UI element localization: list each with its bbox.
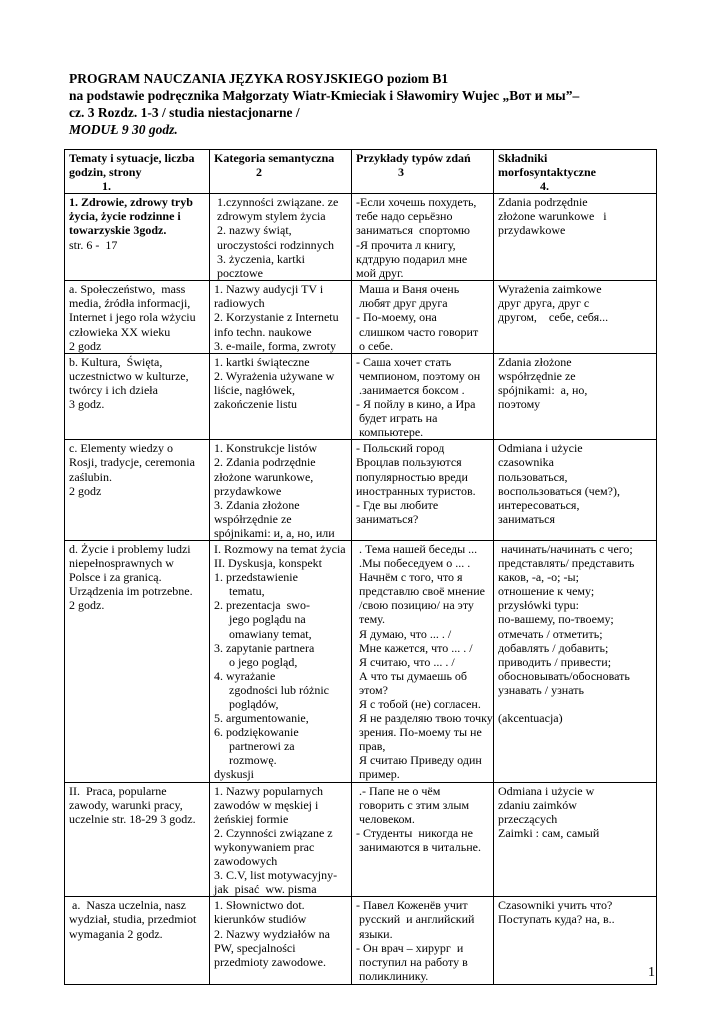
header-cell [210,150,352,194]
cell-line: Мне кажется, что ... . / [356,640,473,655]
cell-line: zakończenie listu [214,397,297,412]
cell-line: иностранных туристов. [356,483,476,498]
page-number: 1 [648,965,655,980]
table-row [65,194,657,281]
cell-line: занимаются в читальне. [356,839,481,854]
cell-line: omawiany temat, [214,626,312,641]
cell-line: Rosji, tradycje, ceremonia [69,455,195,470]
table-cell [352,194,494,281]
cell-line: uroczystości rodzinnych [214,237,334,252]
cell-line: 2. Korzystanie z Internetu [214,310,339,325]
table-cell [494,782,657,897]
cell-line: Начнём с того, что я [356,570,463,585]
cell-line: - Павел Коженёв учит [356,898,468,913]
cell-line: człowieka XX wieku [69,324,171,339]
cell-line: Przykłady typów zdań [356,151,471,165]
cell-line: zaślubin. [69,469,112,484]
cell-line: I. Rozmowy na temat życia [214,541,346,556]
cell-line: 4. [498,179,549,194]
cell-line: a. Nasza uczelnia, nasz [69,898,186,913]
heading-line-3: cz. 3 Rozdz. 1-3 / studia niestacjonarne / [69,105,300,120]
cell-line: towarzyskie 3godz. [69,223,167,238]
cell-line: -Я прочита л книгу, [356,237,456,252]
cell-line: заниматься [498,511,555,526]
cell-line: Czasowniki учить что? [498,898,613,913]
cell-line: 1. Zdrowie, zdrowy tryb [69,195,193,210]
table-row [65,540,657,782]
cell-line: - Где вы любите [356,497,439,512]
cell-line: популярностью вреди [356,469,468,484]
cell-line: прав, [356,739,386,754]
cell-line: Я с тобой (не) согласен. [356,697,481,711]
cell-line: кдтдрую подарил мне [356,251,468,266]
cell-line: 2. Zdania podrzędnie [214,455,316,470]
cell-line: Я считаю Приведу один [356,753,482,768]
cell-line: Вроцлав пользуются [356,455,462,470]
table-cell [352,782,494,897]
cell-line: воспользоваться (чем?), [498,483,620,498]
cell-line: поликлинику. [356,968,429,983]
cell-line: 1. Nazwy audycji TV i [214,282,324,297]
cell-line: - Саша хочет стать [356,354,452,369]
cell-line: языки. [356,926,393,941]
cell-line: żeńskiej formie [214,811,289,826]
cell-line: Поступать куда? на, в.. [498,912,615,927]
cell-line: 3. C.V, list motywacyjny- [214,868,338,883]
table-row [65,782,657,897]
cell-line: - Польский город [356,441,445,456]
cell-line: 3. życzenia, kartki [214,251,305,266]
cell-line: 2. Nazwy wydziałów na [214,926,330,941]
cell-line: отмечать / отметить; [498,626,603,641]
cell-line: 5. argumentowanie, [214,711,309,726]
cell-line: godzin, strony [69,165,142,180]
cell-line: представлю своё мнение [356,584,485,599]
table-cell [65,353,210,440]
cell-line: Urządzenia im potrzebne. [69,584,193,599]
cell-line: 2 godz [69,483,102,498]
table-cell [352,281,494,353]
table-cell [352,540,494,782]
cell-line: partnerowi za [214,739,295,754]
cell-line: Odmiana i użycie [498,441,583,456]
cell-line: tematu, [214,584,265,599]
table-cell [494,897,657,985]
cell-line: поэтому [498,397,541,412]
cell-line: morfosyntaktyczne [498,165,596,180]
table-cell [65,194,210,281]
cell-line: 1. Słownictwo dot. [214,898,305,913]
heading-line-4: MODUŁ 9 30 godz. [69,122,178,137]
table-cell [352,440,494,541]
cell-line: обосновывать/обосновать [498,668,630,683]
table-cell [352,353,494,440]
cell-line: spójnikami: и, а, но, или [214,525,335,540]
cell-line: говорить с зтим злым [356,797,470,812]
cell-line: 2. Wyrażenia używane w [214,368,335,383]
cell-line: zdaniu zaimków [498,797,577,812]
table-cell [65,782,210,897]
cell-line: przydawkowe [498,223,566,238]
cell-line: 1. kartki świąteczne [214,354,310,369]
cell-line: twórcy i ich dzieła [69,382,158,397]
cell-line: мой друг. [356,265,404,280]
table-cell [210,353,352,440]
cell-line: d. Życie i problemy ludzi [69,541,191,556]
cell-line: jego poglądu na [214,612,306,627]
cell-line: 3 [356,165,404,180]
cell-line: -Если хочешь похудеть, [356,195,477,210]
document-heading [69,70,669,138]
cell-line: a. Społeczeństwo, mass [69,282,186,297]
cell-line: przedmioty zawodowe. [214,954,326,969]
cell-line: c. Elementy wiedzy o [69,441,173,456]
cell-line: o jego pogląd, [214,654,298,669]
cell-line: uczelnie str. 18-29 3 godz. [69,811,196,826]
cell-line: пользоваться, [498,469,568,484]
cell-line: 2. prezentacja swo- [214,598,310,613]
cell-line: zdrowym stylem życia [214,209,326,224]
cell-line: pocztowe [214,265,263,280]
cell-line: /свою позицию/ на эту [356,598,474,613]
cell-line: wydział, studia, przedmiot [69,912,197,927]
cell-line: другом, себе, себя... [498,310,609,325]
cell-line: 1.czynności związane. ze [214,195,339,210]
table-cell [494,540,657,782]
cell-line: czasownika [498,455,554,470]
cell-line: Tematy i sytuacje, liczba [69,151,195,165]
table-cell [494,440,657,541]
cell-line: liście, nagłówek, [214,382,295,397]
cell-line: 6. podziękowanie [214,725,299,740]
cell-line: начинать/начинать с чего; [498,541,633,556]
cell-line: (akcentuacja) [498,711,563,726]
table-cell [210,540,352,782]
cell-line: jak pisać ww. pisma [214,882,317,897]
cell-line: zawodowych [214,854,278,869]
cell-line: spójnikami: а, но, [498,382,588,397]
table-cell [65,281,210,353]
cell-line: - Он врач – хирург и [356,940,464,955]
cell-line: 2 [214,165,262,180]
cell-line: любят друг друга [356,296,448,311]
cell-line: поступил на работу в [356,954,468,969]
table-cell [210,782,352,897]
cell-line: II. Dyskusja, konspekt [214,556,322,571]
cell-line: przeczących [498,811,558,826]
cell-line: złożone warunkowe i [498,209,607,224]
table-cell [210,440,352,541]
cell-line: заниматься? [356,511,419,526]
cell-line: współrzędnie ze [214,511,292,526]
cell-line: Internet i jego rola wżyciu [69,310,196,325]
cell-line: - По-моему, она [356,310,437,325]
cell-line: 2 godz. [69,598,105,613]
cell-line: 3. e-maile, forma, zwroty [214,338,336,353]
header-cell [494,150,657,194]
cell-line: zgodności lub różnic [214,682,329,697]
cell-line: zawodów w męskiej i [214,797,319,812]
cell-line: интересоваться, [498,497,580,512]
cell-line: poglądów, [214,697,279,711]
table-row [65,353,657,440]
table-cell [494,194,657,281]
cell-line: współrzędnie ze [498,368,576,383]
heading-line-2: na podstawie podręcznika Małgorzaty Wiatr-Kmieciak i Sławomiry Wujec „Вот и мы”– [69,88,580,103]
cell-line: przydawkowe [214,483,282,498]
cell-line: отношение к чему; [498,584,595,599]
cell-line: .Мы побеседуем о ... . [356,556,471,571]
cell-line: 3. zapytanie partnera [214,640,315,655]
cell-line: Polsce i za granicą. [69,570,162,585]
cell-line: Zdania złożone [498,354,572,369]
cell-line: 3 godz. [69,397,105,412]
table-row [65,897,657,985]
table-cell [494,353,657,440]
table-cell [494,281,657,353]
cell-line: человеком. [356,811,415,826]
cell-line: друг друга, друг с [498,296,590,311]
cell-line: dyskusji [214,767,255,782]
cell-line [498,697,652,711]
cell-line: тебе надо серьёзно [356,209,453,224]
cell-line: 2. nazwy świąt, [214,223,292,238]
cell-line: Zaimki : сам, самый [498,825,600,840]
cell-line: по-вашему, по-твоему; [498,612,614,627]
cell-line: .занимается боксом . [356,382,465,397]
cell-line: добавлять / добавить; [498,640,609,655]
cell-line: русский и английский [356,912,475,927]
cell-line: тему. [356,612,385,627]
cell-line: Я думаю, что ... . / [356,626,452,641]
cell-line: rozmowę. [214,753,277,768]
cell-line: заниматься спортомю [356,223,471,238]
cell-line: przysłówki typu: [498,598,579,613]
cell-line: str. 6 - 17 [69,237,118,252]
cell-line: 1. Nazwy popularnych [214,783,323,798]
table-cell [210,897,352,985]
cell-line: 1. przedstawienie [214,570,298,585]
cell-line: приводить / привести; [498,654,612,669]
cell-line: zawody, warunki pracy, [69,797,183,812]
cell-line: 3. Zdania złożone [214,497,300,512]
cell-line: Kategoria semantyczna [214,151,335,165]
cell-line: о себе. [356,338,394,353]
table-cell [352,897,494,985]
cell-line: узнавать / узнать [498,682,584,697]
cell-line: 2 godz [69,338,102,353]
syllabus-table [64,149,657,985]
cell-line: złożone warunkowe, [214,469,314,484]
header-cell [65,150,210,194]
cell-line: слишком часто говорит [356,324,479,339]
cell-line: uczestnictwo w kulturze, [69,368,189,383]
table-row [65,440,657,541]
cell-line: 1. Konstrukcje listów [214,441,317,456]
heading-line-1: PROGRAM NAUCZANIA JĘZYKA ROSYJSKIEGO poziom B1 [69,71,449,86]
cell-line: компьютере. [356,425,424,440]
cell-line: будет играть на [356,411,438,426]
cell-line: 1. [69,179,111,194]
cell-line: PW, specjalności [214,940,296,955]
table-cell [65,897,210,985]
table-row [65,281,657,353]
cell-line: . Тема нашей беседы ... [356,541,478,556]
cell-line: - Студенты никогда не [356,825,473,840]
cell-line: b. Kultura, Święta, [69,354,163,369]
cell-line: życia, życie rodzinne i [69,209,181,224]
cell-line: II. Praca, popularne [69,783,167,798]
cell-line: niepełnosprawnych w [69,556,174,571]
cell-line: wykonywaniem prac [214,839,315,854]
cell-line: - Я пойлу в кино, а Ира [356,397,476,412]
cell-line: Я считаю, что ... . / [356,654,455,669]
cell-line: media, źródła informacji, [69,296,191,311]
cell-line: .- Папе не о чём [356,783,441,798]
cell-line: Odmiana i użycie w [498,783,595,798]
table-cell [210,281,352,353]
cell-line: Zdania podrzędnie [498,195,588,210]
cell-line: radiowych [214,296,265,311]
cell-line: чемпионом, поэтому он [356,368,481,383]
table-header-row [65,150,657,194]
cell-line: Маша и Ваня очень [356,282,460,297]
cell-line: А что ты думаешь об [356,668,468,683]
header-cell [352,150,494,194]
cell-line: представлять/ представить [498,556,635,571]
cell-line: пример. [356,767,400,782]
cell-line: Я не разделяю твою точку [356,711,493,726]
cell-line: wymagania 2 godz. [69,926,163,941]
cell-line: этом? [356,682,388,697]
cell-line: kierunków studiów [214,912,307,927]
cell-line: info techn. naukowe [214,324,312,339]
cell-line: Wyrażenia zaimkowe [498,282,602,297]
table-cell [65,440,210,541]
cell-line: 2. Czynności związane z [214,825,333,840]
table-cell [65,540,210,782]
cell-line: зрения. По-моему ты не [356,725,482,740]
cell-line: 4. wyrażanie [214,668,276,683]
cell-line: каков, -а, -о; -ы; [498,570,579,585]
cell-line: Składniki [498,151,548,165]
table-cell [210,194,352,281]
